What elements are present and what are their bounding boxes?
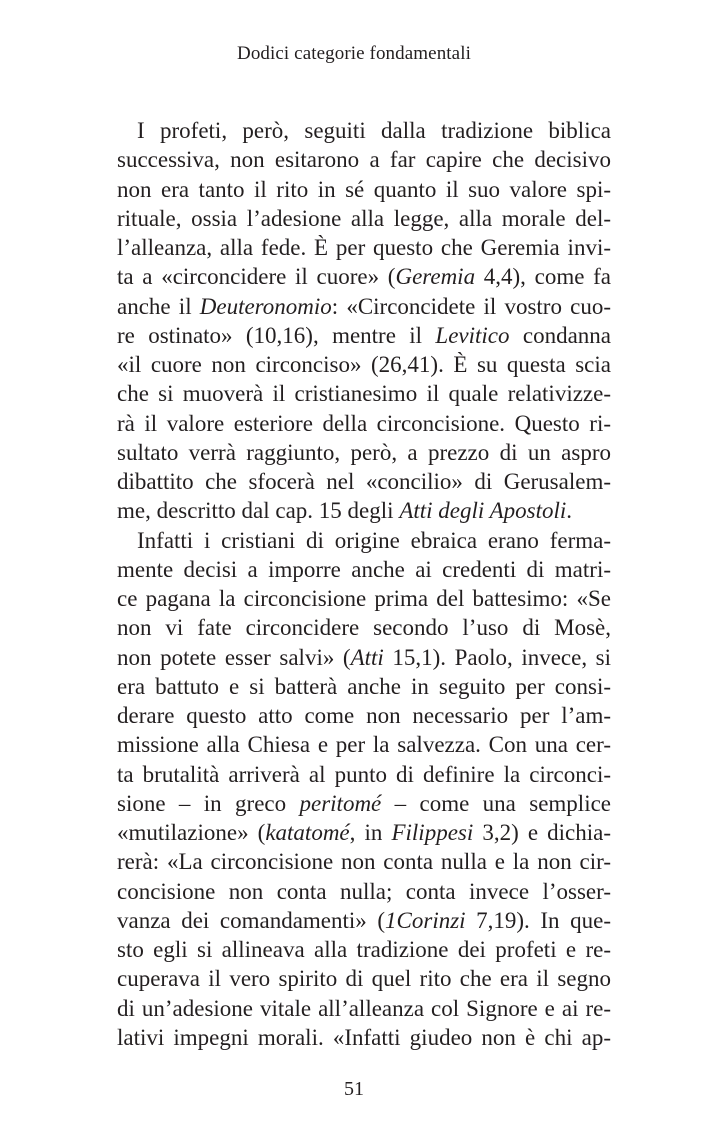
text-line — [117, 438, 611, 467]
text-line — [117, 906, 611, 935]
italic-text: Atti — [350, 644, 384, 670]
italic-text: Geremia — [395, 264, 476, 290]
text-run: – come una semplice — [381, 790, 612, 816]
running-header: Dodici categorie fondamentali — [237, 43, 471, 64]
text-run: sto egli si allineava alla tradizione dei profeti e re- — [117, 937, 611, 962]
text-run: 3,2) e dichia- — [473, 820, 611, 845]
text-run: rà il valore esteriore della circoncisione. Questo ri- — [117, 410, 611, 436]
text-line — [117, 175, 611, 204]
text-line — [117, 1023, 611, 1052]
body-text — [117, 116, 611, 1052]
text-run: «mutilazione» ( — [117, 820, 266, 845]
italic-text: katatomé — [265, 820, 350, 845]
text-run: missione alla Chiesa e per la salvezza. Con una cer- — [117, 732, 611, 758]
text-line — [117, 994, 611, 1023]
text-line — [117, 847, 611, 876]
italic-text: Levitico — [435, 322, 510, 348]
text-run: condanna — [509, 322, 611, 348]
text-run: non potete esser salvi» ( — [117, 644, 351, 670]
text-run: cuperava il vero spirito di quel rito che era il segno — [117, 966, 611, 992]
text-run: rerà: «La circoncisione non conta nulla e la non cir- — [117, 849, 611, 875]
text-run: . — [566, 498, 573, 524]
text-run: vanza dei comandamenti» ( — [117, 907, 386, 933]
text-run: mente decisi a imporre anche ai credenti di matri- — [117, 556, 611, 582]
text-run: lativi impegni morali. «Infatti giudeo non è chi ap- — [117, 1024, 611, 1050]
text-run: I profeti, però, seguiti dalla tradizione biblica — [137, 118, 611, 143]
text-line — [117, 935, 611, 964]
text-run: : «Circoncidete il vostro cuo- — [331, 293, 611, 319]
text-run: che si muoverà il cristianesimo il quale relativizze- — [117, 381, 611, 407]
text-run: , in — [349, 820, 392, 845]
text-run: rituale, ossia l’adesione alla legge, alla morale del- — [117, 205, 611, 231]
italic-text: Atti degli Apostoli — [399, 498, 567, 524]
text-run: 7,19). In que- — [465, 907, 611, 933]
paragraph — [117, 116, 611, 526]
text-line — [117, 613, 611, 642]
text-line — [117, 760, 611, 789]
text-run: 15,1). Paolo, invece, si — [383, 644, 611, 670]
text-line — [117, 496, 611, 525]
text-run: 4,4), come fa — [475, 264, 611, 290]
text-line — [117, 116, 611, 145]
text-line — [117, 379, 611, 408]
italic-text: peritomé — [299, 790, 382, 816]
text-line — [117, 672, 611, 701]
italic-text: Deuteronomio — [199, 293, 332, 319]
paragraph — [117, 526, 611, 1053]
text-line — [117, 789, 611, 818]
text-line — [117, 292, 611, 321]
text-run: derare questo atto come non necessario per l’am- — [117, 703, 611, 728]
text-line — [117, 233, 611, 262]
text-line — [117, 350, 611, 379]
text-line — [117, 701, 611, 730]
text-line — [117, 877, 611, 906]
text-line — [117, 730, 611, 759]
text-run: sione – in greco — [117, 790, 300, 816]
text-run: ta a «circoncidere il cuore» ( — [117, 264, 396, 290]
text-line — [117, 964, 611, 993]
page-number: 51 — [344, 1078, 364, 1100]
text-line — [117, 262, 611, 291]
text-line — [117, 204, 611, 233]
text-run: ce pagana la circoncisione prima del battesimo: «Se — [117, 586, 611, 611]
text-run: Infatti i cristiani di origine ebraica erano ferma- — [137, 527, 611, 553]
italic-text: 1Corinzi — [385, 907, 466, 933]
text-run: anche il — [117, 293, 200, 319]
text-run: concisione non conta nulla; conta invece l’osser- — [117, 878, 611, 904]
text-line — [117, 643, 611, 672]
text-line — [117, 467, 611, 496]
text-run: successiva, non esitarono a far capire che decisivo — [117, 147, 611, 173]
text-run: non vi fate circoncidere secondo l’uso di Mosè, — [117, 615, 611, 641]
text-run: «il cuore non circonciso» (26,41). È su questa scia — [117, 352, 611, 377]
text-line — [117, 555, 611, 584]
text-line — [117, 818, 611, 847]
text-line — [117, 321, 611, 350]
text-run: ta brutalità arriverà al punto di definire la circonci- — [117, 761, 611, 787]
text-run: di un’adesione vitale all’alleanza col Signore e ai re- — [117, 995, 611, 1021]
italic-text: Filippesi — [391, 820, 474, 845]
text-run: re ostinato» (10,16), mentre il — [117, 322, 436, 348]
text-line — [117, 526, 611, 555]
text-run: l’alleanza, alla fede. È per questo che Geremia invi- — [117, 235, 611, 260]
text-line — [117, 145, 611, 174]
text-run: sultato verrà raggiunto, però, a prezzo di un aspro — [117, 439, 611, 465]
text-run: non era tanto il rito in sé quanto il suo valore spi- — [117, 176, 611, 202]
text-run: me, descritto dal cap. 15 degli — [117, 498, 400, 524]
text-run: dibattito che sfocerà nel «concilio» di Gerusalem- — [117, 469, 611, 494]
text-line — [117, 584, 611, 613]
text-line — [117, 409, 611, 438]
text-run: era battuto e si batterà anche in seguito per consi- — [117, 673, 611, 699]
